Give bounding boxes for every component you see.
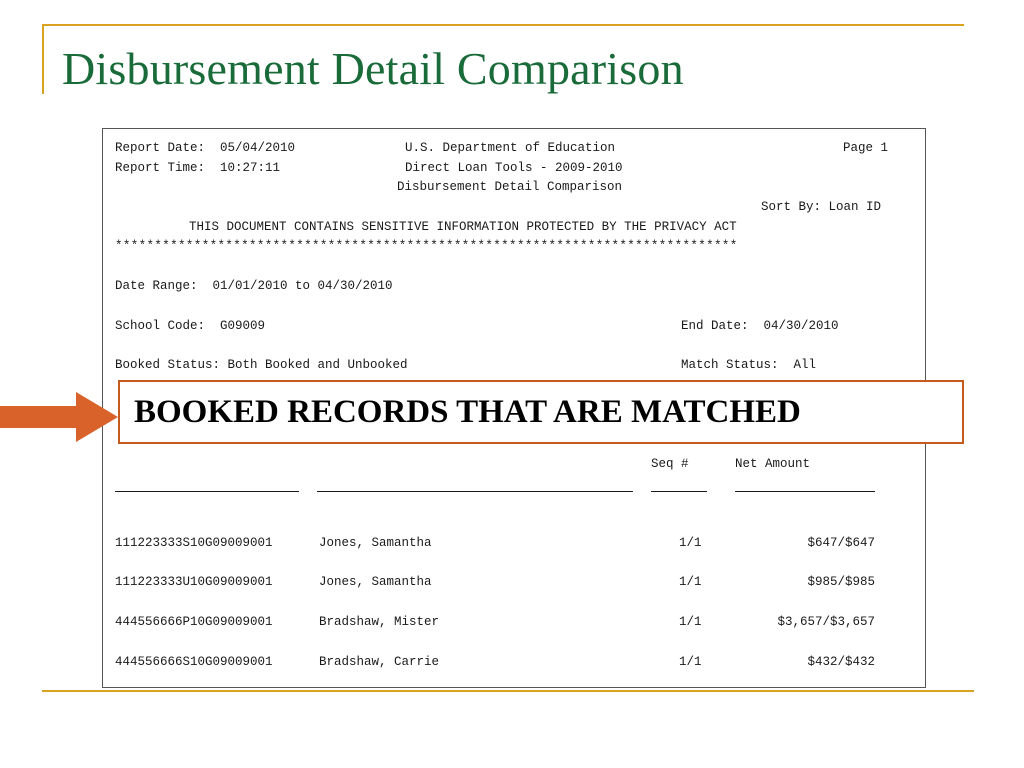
privacy-notice: THIS DOCUMENT CONTAINS SENSITIVE INFORMATION PROTECTED BY THE PRIVACY ACT (189, 220, 737, 234)
callout-box (118, 380, 964, 444)
slide-title: Disbursement Detail Comparison (62, 43, 684, 94)
student-name: Jones, Samantha (319, 536, 432, 550)
loan-id: 111223333S10G09009001 (115, 536, 273, 550)
report-org: U.S. Department of Education (405, 141, 616, 155)
col-rule-seq (651, 491, 707, 492)
match-status: Match Status: All (681, 358, 817, 372)
seq-value: 1/1 (679, 575, 702, 589)
col-seq-header: Seq # (651, 457, 689, 471)
col-net-amount-header: Net Amount (735, 457, 811, 471)
page-number: Page 1 (843, 141, 889, 155)
net-amount: $3,657/$3,657 (777, 615, 875, 629)
report-time: Report Time: 10:27:11 (115, 161, 281, 175)
school-code: School Code: G09009 (115, 319, 266, 333)
loan-id: 444556666S10G09009001 (115, 655, 273, 669)
student-name: Bradshaw, Carrie (319, 655, 440, 669)
net-amount: $647/$647 (807, 536, 875, 550)
star-rule: ******************************************************************************* (115, 239, 738, 253)
report-name: Disbursement Detail Comparison (397, 180, 623, 194)
report-tool: Direct Loan Tools - 2009-2010 (405, 161, 623, 175)
seq-value: 1/1 (679, 536, 702, 550)
net-amount: $432/$432 (807, 655, 875, 669)
date-range: Date Range: 01/01/2010 to 04/30/2010 (115, 279, 393, 293)
left-accent-line (42, 24, 44, 94)
loan-id: 444556666P10G09009001 (115, 615, 273, 629)
right-arrow-icon (0, 392, 118, 442)
col-rule-name (317, 491, 633, 492)
net-amount: $985/$985 (807, 575, 875, 589)
col-rule-amount (735, 491, 875, 492)
seq-value: 1/1 (679, 655, 702, 669)
sort-by: Sort By: Loan ID (761, 200, 882, 214)
booked-status: Booked Status: Both Booked and Unbooked (115, 358, 408, 372)
seq-value: 1/1 (679, 615, 702, 629)
bottom-accent-line (42, 690, 974, 692)
student-name: Jones, Samantha (319, 575, 432, 589)
report-date: Report Date: 05/04/2010 (115, 141, 296, 155)
end-date: End Date: 04/30/2010 (681, 319, 839, 333)
loan-id: 111223333U10G09009001 (115, 575, 273, 589)
student-name: Bradshaw, Mister (319, 615, 440, 629)
callout-text: BOOKED RECORDS THAT ARE MATCHED (134, 394, 801, 430)
top-accent-line (42, 24, 964, 26)
col-rule-loan-id (115, 491, 299, 492)
